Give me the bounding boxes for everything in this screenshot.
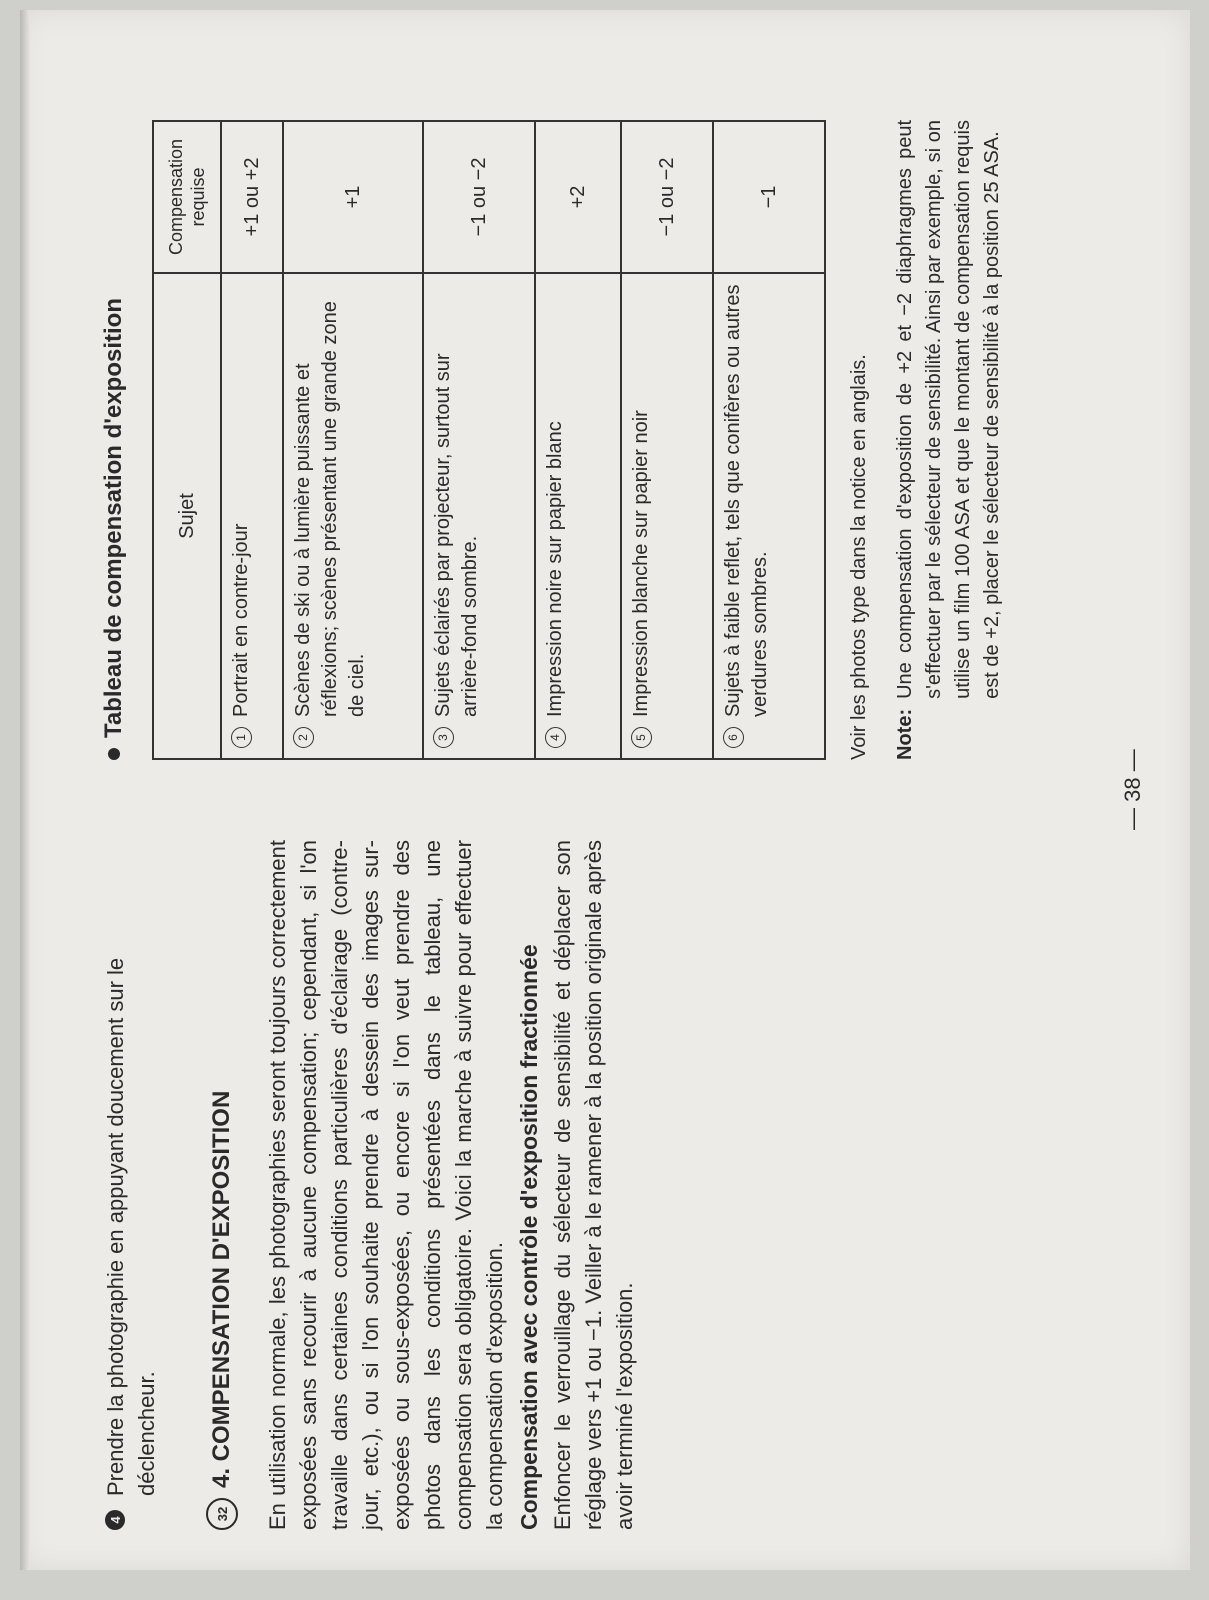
note-label: Note: <box>894 708 916 760</box>
step-text: Prendre la photographie en appuyant doucement sur le déclencheur. <box>103 957 159 1496</box>
section-heading <box>206 840 238 1530</box>
note-block <box>891 120 1007 760</box>
row-number-icon: 1 <box>231 727 252 748</box>
row-compensation: −1 <box>713 121 825 273</box>
page-sheet <box>20 10 1190 1570</box>
compensation-table <box>152 120 826 760</box>
instruction-paragraph: Enfoncer le verrouillage du sélecteur de sensibilité et déplacer son réglage vers +1 ou −1. Veiller à le ramener à la position originale après avoir terminé l'exposition. <box>550 840 637 1530</box>
header-compensation: Compensation requise <box>153 121 221 273</box>
row-number-icon: 4 <box>545 727 566 748</box>
section-title: 4. COMPENSATION D'EXPOSITION <box>208 1090 235 1488</box>
table-row <box>423 121 535 759</box>
table-row <box>621 121 713 759</box>
row-compensation: +1 ou +2 <box>221 121 283 273</box>
table-row <box>535 121 621 759</box>
row-compensation: −1 ou −2 <box>621 121 713 273</box>
bullet-dot-icon <box>108 748 120 760</box>
table-heading <box>100 120 128 760</box>
table-row <box>221 121 283 759</box>
row-subject: Impression noire sur papier blanc <box>544 421 566 717</box>
photo-reference-note: Voir les photos type dans la notice en anglais. <box>848 354 870 760</box>
page-number: — 38 — <box>1120 749 1145 830</box>
note-text: Une compensation d'exposition de +2 et −2 diaphragmes peut s'effectuer par le sélecteur de sensibilité. Ainsi par exemple, si on utilise un film 100 ASA et que le montant de compensation requis est de +2, placer le sélecteur de sensibilité à la position 25 ASA. <box>894 120 1003 699</box>
row-subject: Sujets à faible reflet, tels que conifères ou autres verdures sombres. <box>722 284 771 717</box>
table-row <box>283 121 423 759</box>
row-compensation: −1 ou −2 <box>423 121 535 273</box>
row-number-icon: 3 <box>433 727 454 748</box>
step-number-icon: 4 <box>105 1510 125 1530</box>
row-subject: Scènes de ski ou à lumière puissante et réflexions; scènes présentant une grande zone de ciel. <box>292 301 368 717</box>
row-subject: Impression blanche sur papier noir <box>630 410 652 717</box>
page-edge <box>20 10 30 1570</box>
header-subject: Sujet <box>153 273 221 759</box>
row-number-icon: 5 <box>631 727 652 748</box>
row-compensation: +2 <box>535 121 621 273</box>
left-column <box>100 840 640 1530</box>
step-4-instruction <box>100 840 162 1530</box>
table-header-row <box>153 121 221 759</box>
table-row <box>713 121 825 759</box>
reference-number-icon: 32 <box>206 1498 238 1530</box>
row-number-icon: 2 <box>293 727 314 748</box>
row-compensation: +1 <box>283 121 423 273</box>
intro-paragraph: En utilisation normale, les photographies seront toujours correctement exposées sans recourir à aucune compensation; cependant, si l'on travaille dans certaines conditions particulières d'éclairage (contre-jour, etc.), ou si l'on souhaite prendre à dessein des images sur-exposées ou sous-exposées, ou encore si l'on veut prendre des photos dans les conditions présentées dans le tableau, une compensation sera obligatoire. Voici la marche à suivre pour effectuer la compensation d'exposition. <box>265 840 507 1530</box>
row-subject: Portrait en contre-jour <box>230 523 252 717</box>
row-subject: Sujets éclairés par projecteur, surtout sur arrière-fond sombre. <box>432 353 481 717</box>
table-title: Tableau de compensation d'exposition <box>100 298 127 738</box>
subsection-title: Compensation avec contrôle d'exposition fractionnée <box>516 944 542 1530</box>
row-number-icon: 6 <box>723 727 744 748</box>
right-column <box>100 120 1007 760</box>
rotated-page-content <box>40 40 1200 1560</box>
